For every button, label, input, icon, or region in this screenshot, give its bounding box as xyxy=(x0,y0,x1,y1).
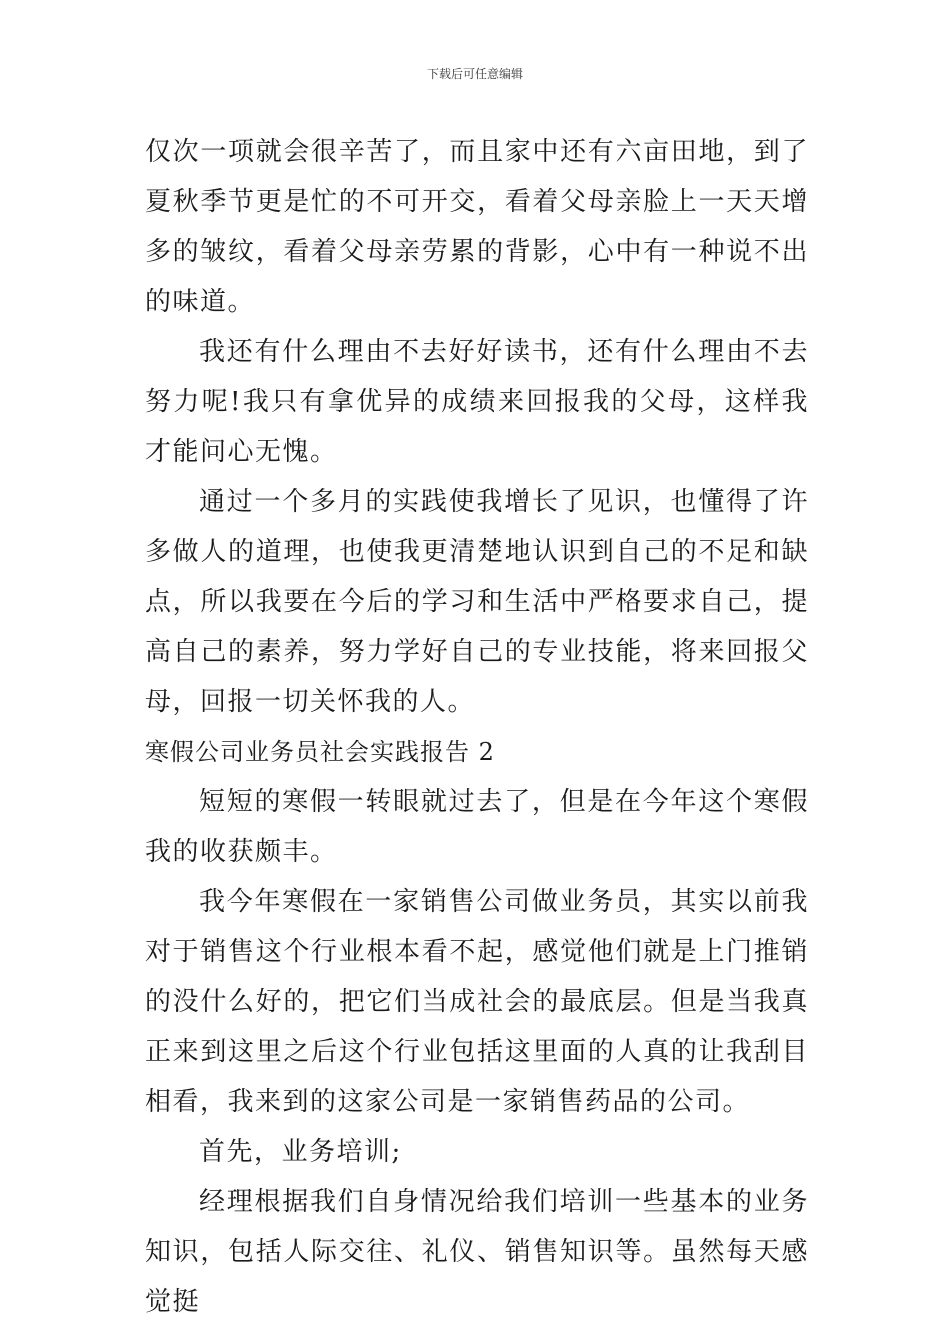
paragraph-4: 短短的寒假一转眼就过去了，但是在今年这个寒假我的收获颇丰。 xyxy=(145,787,809,867)
paragraph-7: 经理根据我们自身情况给我们培训一些基本的业务知识，包括人际交往、礼仪、销售知识等。虽然每天感觉挺 xyxy=(145,1187,809,1317)
paragraph-1: 仅次一项就会很辛苦了，而且家中还有六亩田地，到了夏秋季节更是忙的不可开交，看着父母亲脸上一天天增多的皱纹，看着父母亲劳累的背影，心中有一种说不出的味道。 xyxy=(145,137,809,317)
paragraph-5: 我今年寒假在一家销售公司做业务员，其实以前我对于销售这个行业根本看不起，感觉他们就是上门推销的没什么好的，把它们当成社会的最底层。但是当我真正来到这里之后这个行业包括这里面的人真的让我刮目相看，我来到的这家公司是一家销售药品的公司。 xyxy=(145,887,809,1117)
paragraph-6: 首先，业务培训; xyxy=(199,1137,402,1167)
page-header: 下载后可任意编辑 xyxy=(426,67,523,81)
section-heading: 寒假公司业务员社会实践报告 2 xyxy=(145,738,495,766)
paragraph-2: 我还有什么理由不去好好读书，还有什么理由不去努力呢!我只有拿优异的成绩来回报我的父母，这样我才能问心无愧。 xyxy=(145,337,809,467)
document-body xyxy=(145,127,809,1327)
paragraph-3: 通过一个多月的实践使我增长了见识，也懂得了许多做人的道理，也使我更清楚地认识到自己的不足和缺点，所以我要在今后的学习和生活中严格要求自己，提高自己的素养，努力学好自己的专业技能，将来回报父母，回报一切关怀我的人。 xyxy=(145,487,809,717)
